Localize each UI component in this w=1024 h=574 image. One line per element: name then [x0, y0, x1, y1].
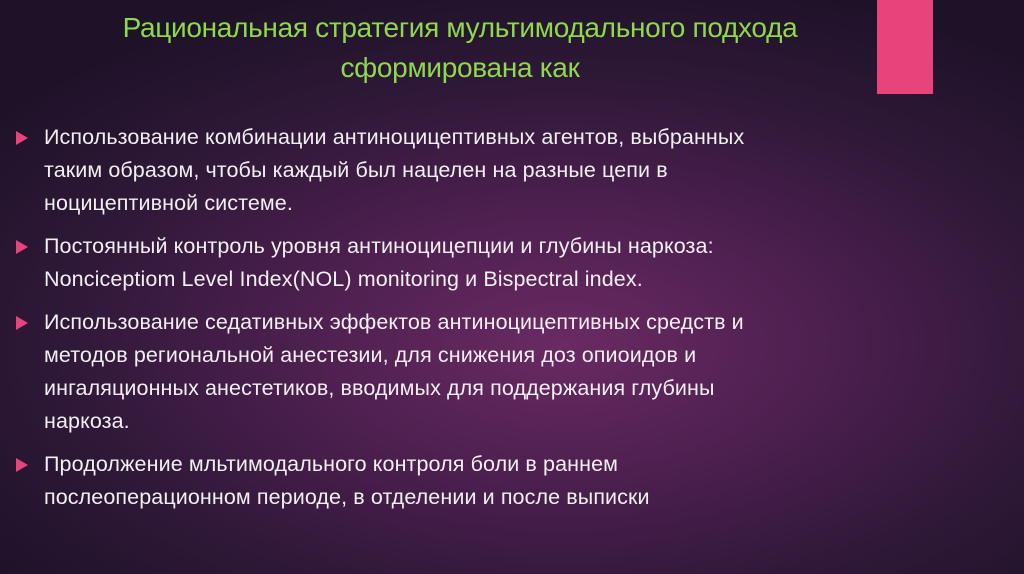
bullet-item — [14, 306, 1004, 438]
triangle-right-icon — [16, 316, 28, 330]
triangle-right-icon — [16, 240, 28, 254]
bullet-text: Использование комбинации антиноцицептивных агентов, выбранных таким образом, чтобы каждый был нацелен на разные цепи в ноцицептивной системе. — [44, 125, 745, 215]
triangle-right-icon — [16, 458, 28, 472]
bullet-item — [14, 230, 1004, 296]
triangle-right-icon — [16, 131, 28, 145]
bullet-item — [14, 121, 1004, 220]
bullet-list — [14, 121, 1004, 524]
bullet-text: Продолжение мльтимодального контроля боли в раннем послеоперационном периоде, в отделении и после выписки — [44, 452, 650, 509]
bullet-item — [14, 448, 1004, 514]
bullet-text: Постоянный контроль уровня антиноцицепции и глубины наркоза: Nonciceptiom Level Index(NOL) monitoring и Bispectral index. — [44, 234, 714, 291]
slide-title-text: Рациональная стратегия мультимодального подхода сформирована как — [122, 12, 798, 83]
slide-title — [20, 8, 900, 88]
bullet-text: Использование седативных эффектов антиноцицептивных средств и методов региональной анестезии, для снижения доз опиоидов и ингаляционных анестетиков, вводимых для поддержания глубины наркоза. — [44, 310, 744, 433]
